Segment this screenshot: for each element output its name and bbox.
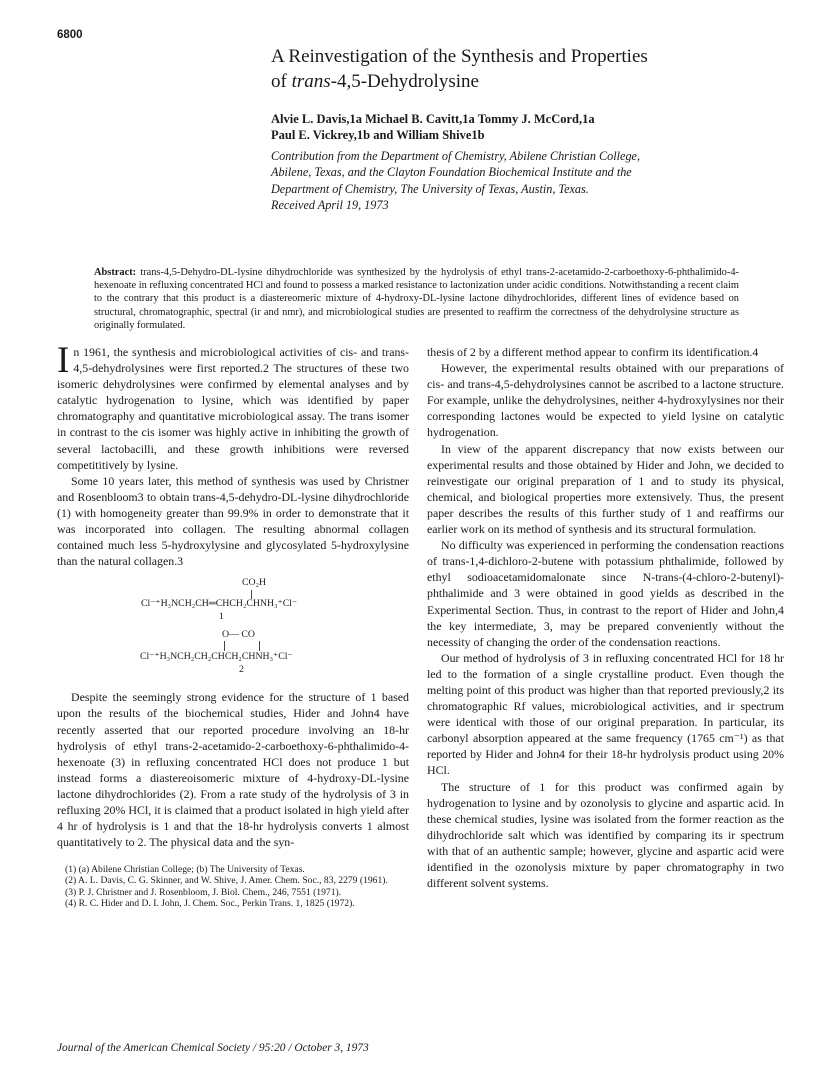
paragraph: Some 10 years later, this method of synthesis was used by Christner and Rosenbloom3 to obtain trans-4,5-dehydro-DL-lysine dihydrochloride (1) with homogeneity greater than 99.9% in order to demonstrate that it was incorporated into collagen. The resulting abnormal collagen contained much less 5-hydroxylysine and glycosylated 5-hydroxylysine than the natural collagen.3 (57, 473, 409, 569)
footnote-4: (4) R. C. Hider and D. I. John, J. Chem. Soc., Perkin Trans. 1, 1825 (1972). (65, 897, 355, 909)
structure-2-formula: Cl⁻⁺H₃NCH₂CH₂CHCH₂CHNH₃⁺Cl⁻ (140, 651, 293, 663)
journal-footer: Journal of the American Chemical Society / 95:20 / October 3, 1973 (57, 1042, 369, 1054)
structure-1-carboxyl: CO₂H (242, 577, 267, 589)
affiliation-line-1: Contribution from the Department of Chemistry, Abilene Christian College, (271, 149, 640, 163)
structure-1-formula: Cl⁻⁺H₃NCH₂CH═CHCH₂CHNH₃⁺Cl⁻ (141, 598, 298, 610)
abstract-text: trans-4,5-Dehydro-DL-lysine dihydrochloride was synthesized by the hydrolysis of ethyl trans-2-acetamido-2-carboethoxy-6-phthalimido-4-hexenoate in refluxing concentrated HCl and found to possess a marked resistance to lactonization under acidic conditions. Notwithstanding a recent claim to the contrary that this product is a diastereomeric mixture of 4-hydroxy-DL-lysine lactone dihydrochlorides, different lines of evidence based on structural, chromatographic, spectral (ir and nmr), and microbiological studies are presented to reaffirm the correctness of the dehydrolysine structure as originally formulated. (94, 267, 739, 331)
title-line-1: A Reinvestigation of the Synthesis and Properties (271, 46, 648, 67)
authors (271, 111, 791, 143)
paragraph: No difficulty was experienced in performing the condensation reactions of trans-1,4-dichloro-2-butene with potassium phthalimide, followed by ethyl sodioacetamidomalonate since N-trans-(4-chloro-2-butenyl)-phthalimide and 3 were obtained in good yields as described in the Experimental Section. Thus, in contrast to the report of Hider and John,4 the key intermediate, 3, may be prepared conveniently without the necessity of changing the order of the condensation reactions. (427, 538, 784, 649)
page-number: 6800 (57, 29, 83, 41)
structure-2-label: 2 (239, 664, 244, 676)
affiliation-line-2: Abilene, Texas, and the Clayton Foundation Biochemical Institute and the (271, 165, 632, 180)
footnotes (57, 864, 409, 909)
structure-2-lactone: O— CO (222, 629, 255, 641)
footnote-2: (2) A. L. Davis, C. G. Skinner, and W. Shive, J. Amer. Chem. Soc., 83, 2279 (1961). (65, 875, 388, 887)
structure-1-label: 1 (219, 611, 224, 623)
abstract (94, 266, 739, 332)
authors-line-1: Alvie L. Davis,1a Michael B. Cavitt,1a Tommy J. McCord,1a (271, 112, 595, 126)
paragraph: The structure of 1 for this product was confirmed again by hydrogenation to lysine and by ozonolysis to glycine and aspartic acid. In these chemical studies, lysine was isolated from the former reaction as the dihydrochloride salt which was identified by comparing its ir spectrum with that of an authentic sample; however, glycine and aspartic acid were identified in the ozonolysis mixture by paper chromatography in two different solvent systems. (427, 779, 784, 891)
paragraph: Despite the seemingly strong evidence for the structure of 1 based upon the results of the biochemical studies, Hider and John4 have recently asserted that our reported procedure involving an 18-hr hydrolysis of ethyl trans-2-acetamido-2-carboethoxy-6-phthalimido-4-hexenoate (3) in refluxing concentrated HCl does not produce 1 but instead forms a diastereoisomeric mixture of 4-hydroxy-DL-lysine lactone dihydrochlorides (2). From a rate study of the hydrolysis of 3 in refluxing 20% HCl, it is claimed that a product isolated in high yield after 4 hr of hydrolysis is 1 and that the 18-hr hydrolysis converts 1 almost quantitatively to 2. The physical data and the syn- (57, 690, 409, 850)
drop-cap: I (57, 340, 70, 381)
structure-diagram (57, 575, 409, 683)
footnote-3: (3) P. J. Christner and J. Rosenbloom, J. Biol. Chem., 246, 7551 (1971). (65, 886, 342, 898)
authors-line-2: Paul E. Vickrey,1b and William Shive1b (271, 128, 485, 142)
received-date: Received April 19, 1973 (271, 197, 389, 212)
intro-paragraph: In 1961, the synthesis and microbiological activities of cis- and trans-4,5-dehydrolysines were first reported.2 The structures of these two isomeric dehydrolysines were confirmed by elemental analyses and by catalytic hydrogenation to lysine, which was identified by paper chromatography and quantitative microbiological assay. The trans isomer in contrast to the cis isomer was highly active in inhibiting the growth of several lactobacilli, and these growth inhibitions were reversed competititively by lysine. (57, 340, 409, 472)
title-line-2: of trans-4,5-Dehydrolysine (271, 71, 479, 92)
structure-2-bond-left (224, 641, 225, 651)
paragraph: In view of the apparent discrepancy that now exists between our experimental results and those obtained by Hider and John, we decided to reinvestigate our original preparation of 1 and to study its physical, chemical, and biological properties more extensively. Thus, the present paper describes the results of this further study of 1 and reaffirms our earlier work on its method of synthesis and its structural formulation. (427, 441, 784, 537)
article-title (271, 44, 791, 94)
footnote-1: (1) (a) Abilene Christian College; (b) The University of Texas. (65, 864, 305, 876)
paragraph: However, the experimental results obtained with our preparations of cis- and trans-4,5-dehydrolysines cannot be ascribed to a lactone structure. For example, unlike the dehydrolysines, neither 4-hydroxylysines nor their corresponding lactones would be expected to yield lysine on catalytic hydrogenation. (427, 361, 784, 440)
affiliation (271, 148, 791, 213)
structure-2-bond-right (259, 641, 260, 651)
paragraph: thesis of 2 by a different method appear to confirm its identification.4 (427, 345, 759, 359)
right-column (427, 344, 784, 891)
left-column (57, 340, 409, 909)
paragraph: Our method of hydrolysis of 3 in refluxing concentrated HCl for 18 hr led to the formation of a single crystalline product. Even though the melting point of this product was higher than that reported previously,2 its chromatographic Rf values, microbiological activities, and ir spectrum were identical with those of our original preparation. In particular, its carbonyl absorption appeared at the same frequency (1765 cm⁻¹) as that reported by Hider and John4 for their 18-hr hydrolysis product using 20% HCl. (427, 650, 784, 778)
abstract-label: Abstract: (94, 267, 137, 278)
affiliation-line-3: Department of Chemistry, The University of Texas, Austin, Texas. (271, 181, 589, 196)
